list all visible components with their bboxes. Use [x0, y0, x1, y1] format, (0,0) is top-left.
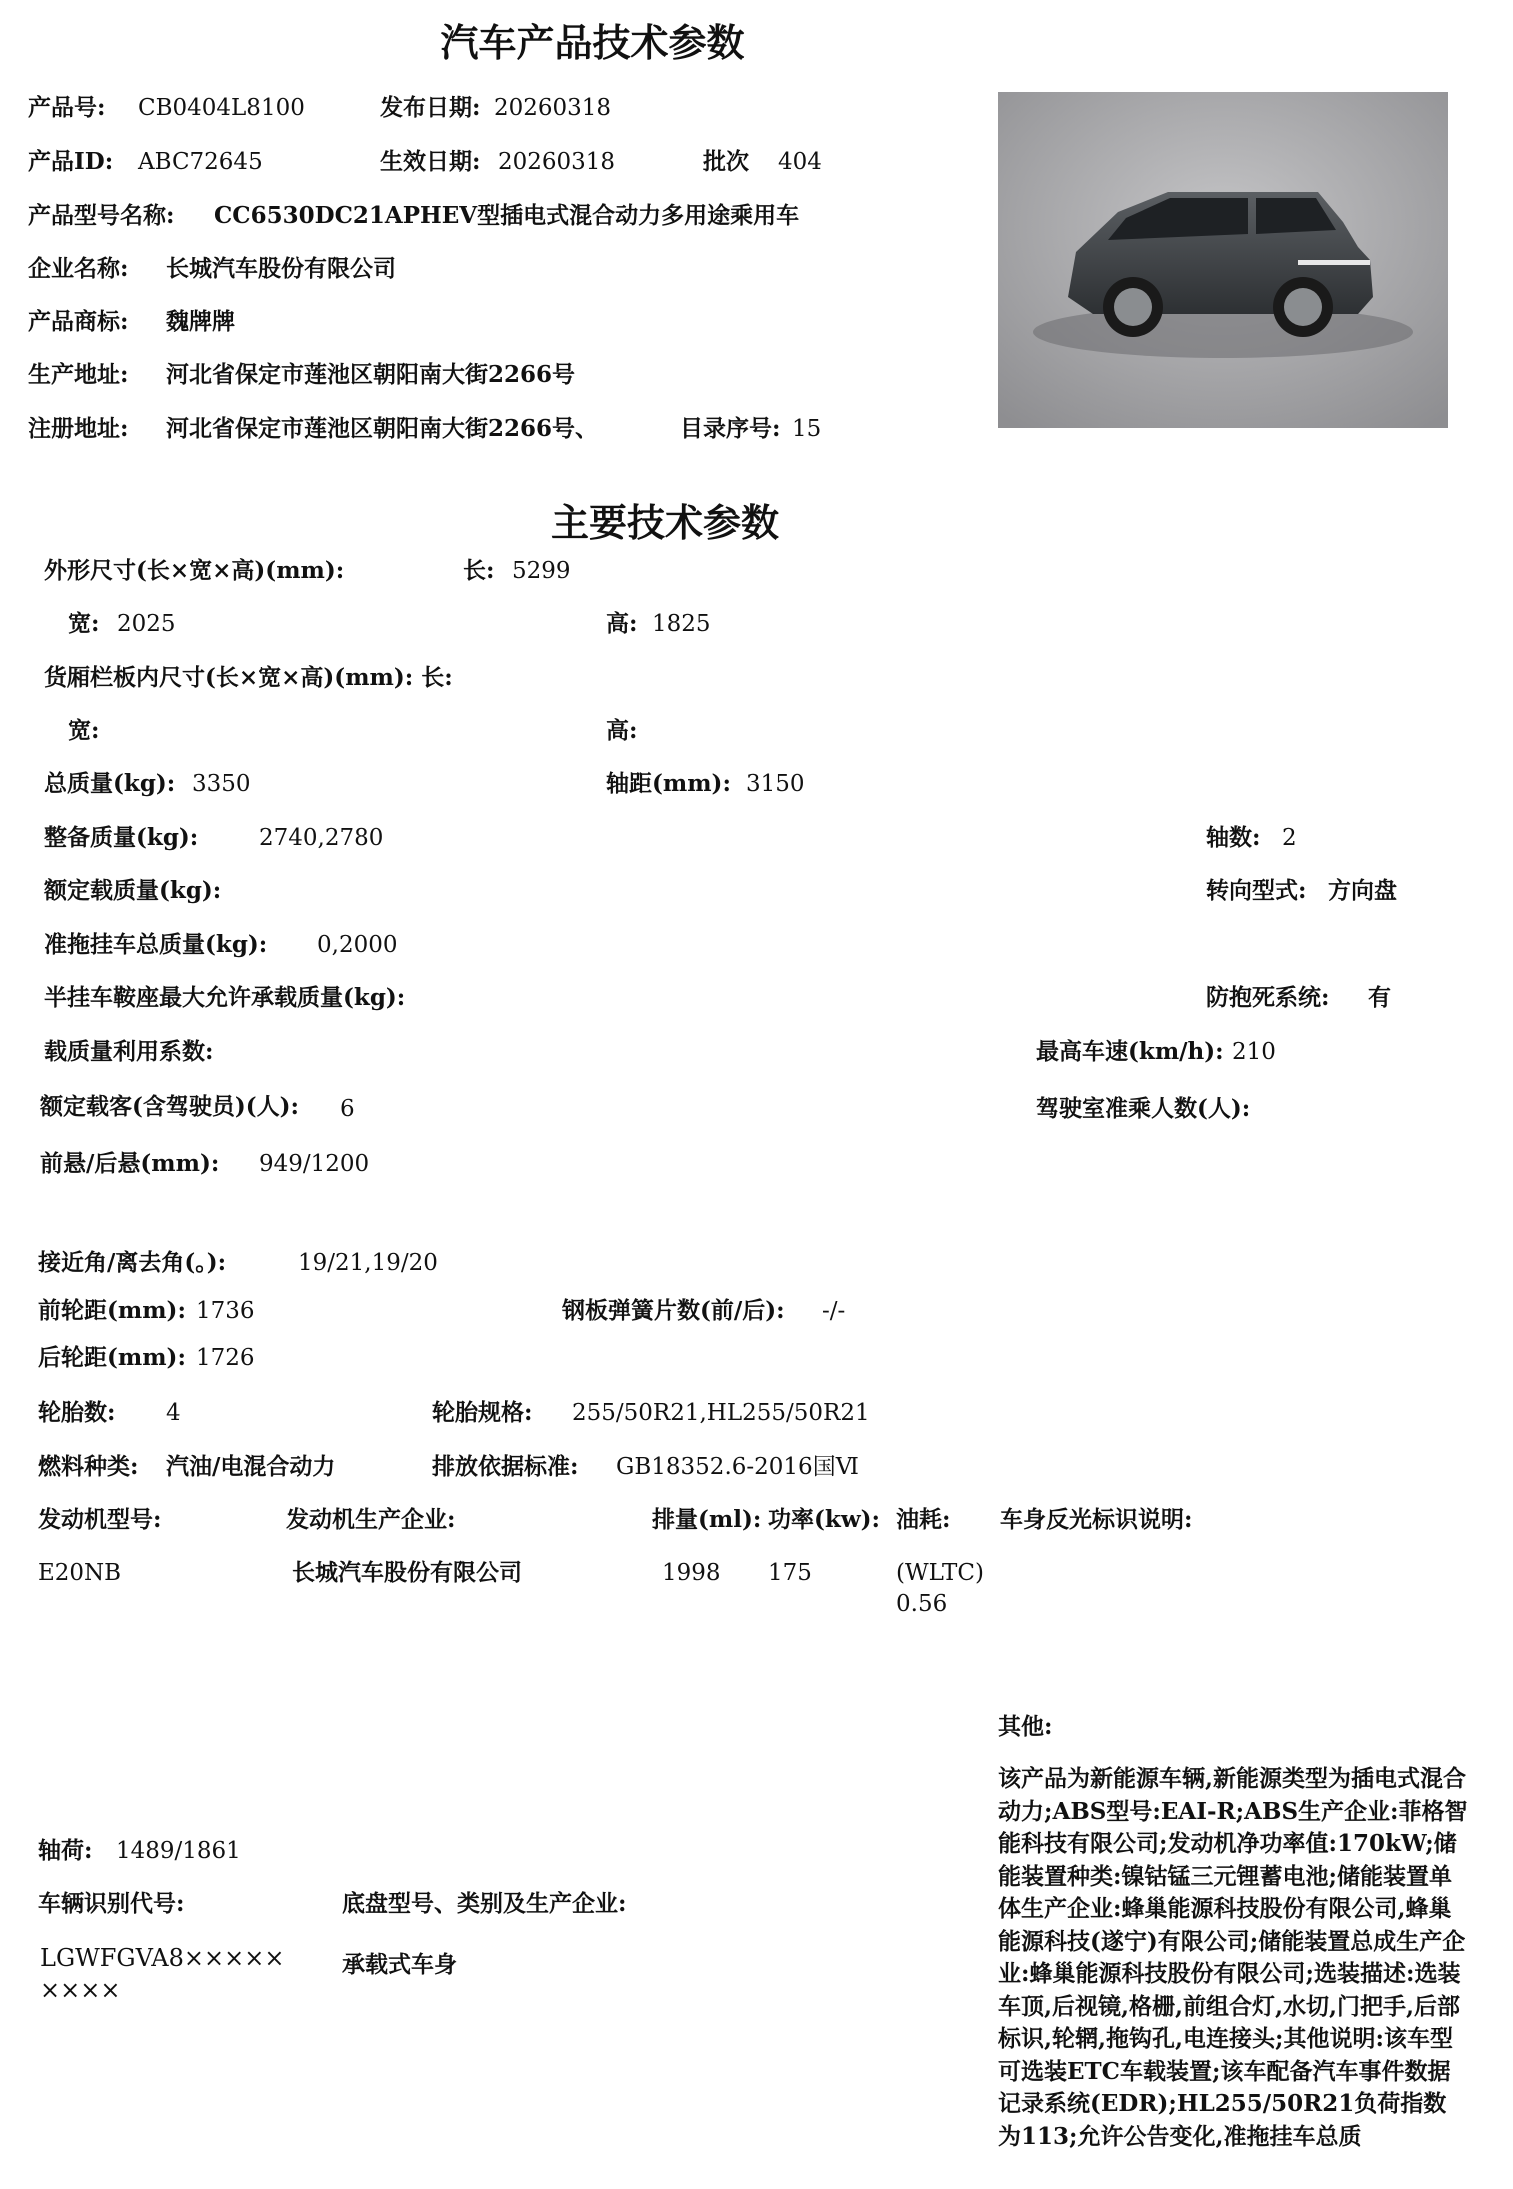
product-id-label: 产品ID: [28, 148, 114, 175]
max-speed-label: 最高车速(km/h): [1036, 1038, 1224, 1065]
product-id: ABC72645 [138, 149, 263, 175]
leaf-spring: -/- [822, 1298, 846, 1324]
overhang-label: 前悬/后悬(mm): [40, 1150, 220, 1177]
production-address-label: 生产地址: [28, 361, 129, 388]
passengers-label: 额定载客(含驾驶员)(人): [40, 1093, 300, 1120]
curb-mass-label: 整备质量(kg): [44, 824, 199, 851]
axle-load-label: 轴荷: [38, 1837, 93, 1864]
cargo-dims-label: 货厢栏板内尺寸(长×宽×高)(mm): 长: [44, 664, 453, 691]
other-description: 该产品为新能源车辆,新能源类型为插电式混合动力;ABS型号:EAI-R;ABS生产企业:菲格智能科技有限公司;发动机净功率值:170kW;储能装置种类:镍钴锰三元锂蓄电池;储能装置单体生产企业:蜂巢能源科技股份有限公司,蜂巢能源科技(遂宁)有限公司;储能装置总成生产企业:蜂巢能源科技股份有限公司;选装描述:选装车顶,后视镜,格栅,前组合灯,水切,门把手,后部标识,轮辋,拖钩孔,电连接头;其他说明:该车型可选装ETC车载装置;该车配备汽车事件数据记录系统(EDR);HL255/50R21负荷指数为113;允许公告变化,准拖挂车总质 [998, 1765, 1468, 2150]
model-name-label: 产品型号名称: [28, 202, 175, 229]
passengers: 6 [340, 1096, 355, 1122]
load-coeff-label: 载质量利用系数: [44, 1038, 214, 1065]
product-no-label: 产品号: [28, 94, 106, 121]
engine-model-header: 发动机型号: [38, 1506, 162, 1533]
model-name: CC6530DC21APHEV型插电式混合动力多用途乘用车 [214, 202, 800, 229]
consumption-header: 油耗: [896, 1506, 951, 1533]
axle-load: 1489/1861 [116, 1838, 241, 1864]
steering: 方向盘 [1328, 877, 1397, 904]
height-label: 高: [606, 610, 638, 637]
power: 175 [768, 1560, 812, 1586]
axles-label: 轴数: [1206, 824, 1261, 851]
total-mass: 3350 [192, 771, 251, 797]
emission-label: 排放依据标准: [432, 1453, 579, 1480]
height: 1825 [652, 611, 711, 637]
axles: 2 [1282, 825, 1297, 851]
reflective-header: 车身反光标识说明: [1000, 1506, 1193, 1533]
document-title: 汽车产品技术参数 [440, 20, 745, 65]
brand: 魏牌牌 [166, 308, 235, 335]
batch-label: 批次 [703, 148, 749, 175]
width-label: 宽: [68, 610, 100, 637]
catalog-no: 15 [792, 416, 822, 442]
saddle-load-label: 半挂车鞍座最大允许承载质量(kg): [44, 984, 406, 1011]
cab-passengers-label: 驾驶室准乘人数(人): [1036, 1095, 1251, 1122]
release-date-label: 发布日期: [380, 94, 481, 121]
vin-label: 车辆识别代号: [38, 1890, 185, 1917]
batch: 404 [778, 149, 822, 175]
rated-load-label: 额定载质量(kg): [44, 877, 222, 904]
dimensions-label: 外形尺寸(长×宽×高)(mm): [44, 557, 345, 584]
chassis-label: 底盘型号、类别及生产企业: [342, 1890, 627, 1917]
angles-label: 接近角/离去角(。): [38, 1249, 227, 1276]
vin-line-2: ×××× [40, 1976, 121, 2004]
other-label: 其他: [998, 1713, 1053, 1740]
displacement-header: 排量(ml): [652, 1506, 762, 1533]
effective-date-label: 生效日期: [380, 148, 481, 175]
front-track: 1736 [196, 1298, 255, 1324]
consumption-value: 0.56 [896, 1591, 948, 1617]
abs-label: 防抱死系统: [1206, 984, 1330, 1011]
leaf-spring-label: 钢板弹簧片数(前/后): [562, 1297, 785, 1324]
steering-label: 转向型式: [1206, 877, 1307, 904]
displacement: 1998 [662, 1560, 721, 1586]
brand-label: 产品商标: [28, 308, 129, 335]
company: 长城汽车股份有限公司 [166, 255, 396, 282]
product-no: CB0404L8100 [138, 95, 305, 121]
angles: 19/21,19/20 [298, 1250, 438, 1276]
wheelbase-label: 轴距(mm): [606, 770, 731, 797]
vin-line-1: LGWFGVA8××××× [40, 1944, 285, 1972]
power-header: 功率(kw): [768, 1506, 880, 1533]
rear-track-label: 后轮距(mm): [38, 1344, 186, 1371]
tire-spec: 255/50R21,HL255/50R21 [572, 1400, 870, 1426]
rear-track: 1726 [196, 1345, 255, 1371]
release-date: 20260318 [494, 95, 612, 121]
cargo-height-label: 高: [606, 717, 638, 744]
registered-address-label: 注册地址: [28, 415, 129, 442]
tires: 4 [166, 1400, 181, 1426]
company-label: 企业名称: [28, 255, 129, 282]
engine-model: E20NB [38, 1560, 122, 1586]
registered-address: 河北省保定市莲池区朝阳南大街2266号、 [166, 415, 599, 442]
suv-car-photo [998, 92, 1448, 428]
engine-maker-header: 发动机生产企业: [286, 1506, 456, 1533]
consumption-cycle: (WLTC) [896, 1560, 984, 1586]
chassis: 承载式车身 [342, 1951, 457, 1978]
production-address: 河北省保定市莲池区朝阳南大街2266号 [166, 361, 576, 388]
abs: 有 [1368, 984, 1391, 1011]
tires-label: 轮胎数: [38, 1399, 116, 1426]
length-label: 长: [463, 557, 495, 584]
catalog-no-label: 目录序号: [680, 415, 781, 442]
fuel-label: 燃料种类: [38, 1453, 139, 1480]
tire-spec-label: 轮胎规格: [432, 1399, 533, 1426]
emission: GB18352.6-2016国Ⅵ [616, 1454, 859, 1480]
front-track-label: 前轮距(mm): [38, 1297, 186, 1324]
total-mass-label: 总质量(kg): [44, 770, 176, 797]
fuel: 汽油/电混合动力 [166, 1453, 336, 1480]
engine-maker: 长城汽车股份有限公司 [292, 1559, 522, 1586]
overhang: 949/1200 [259, 1151, 370, 1177]
section-title: 主要技术参数 [550, 500, 779, 545]
width: 2025 [117, 611, 176, 637]
effective-date: 20260318 [498, 149, 616, 175]
wheelbase: 3150 [746, 771, 805, 797]
length: 5299 [512, 558, 571, 584]
max-speed: 210 [1232, 1039, 1276, 1065]
trailer-mass-label: 准拖挂车总质量(kg): [44, 931, 268, 958]
curb-mass: 2740,2780 [259, 825, 384, 851]
cargo-width-label: 宽: [68, 717, 100, 744]
trailer-mass: 0,2000 [317, 932, 398, 958]
